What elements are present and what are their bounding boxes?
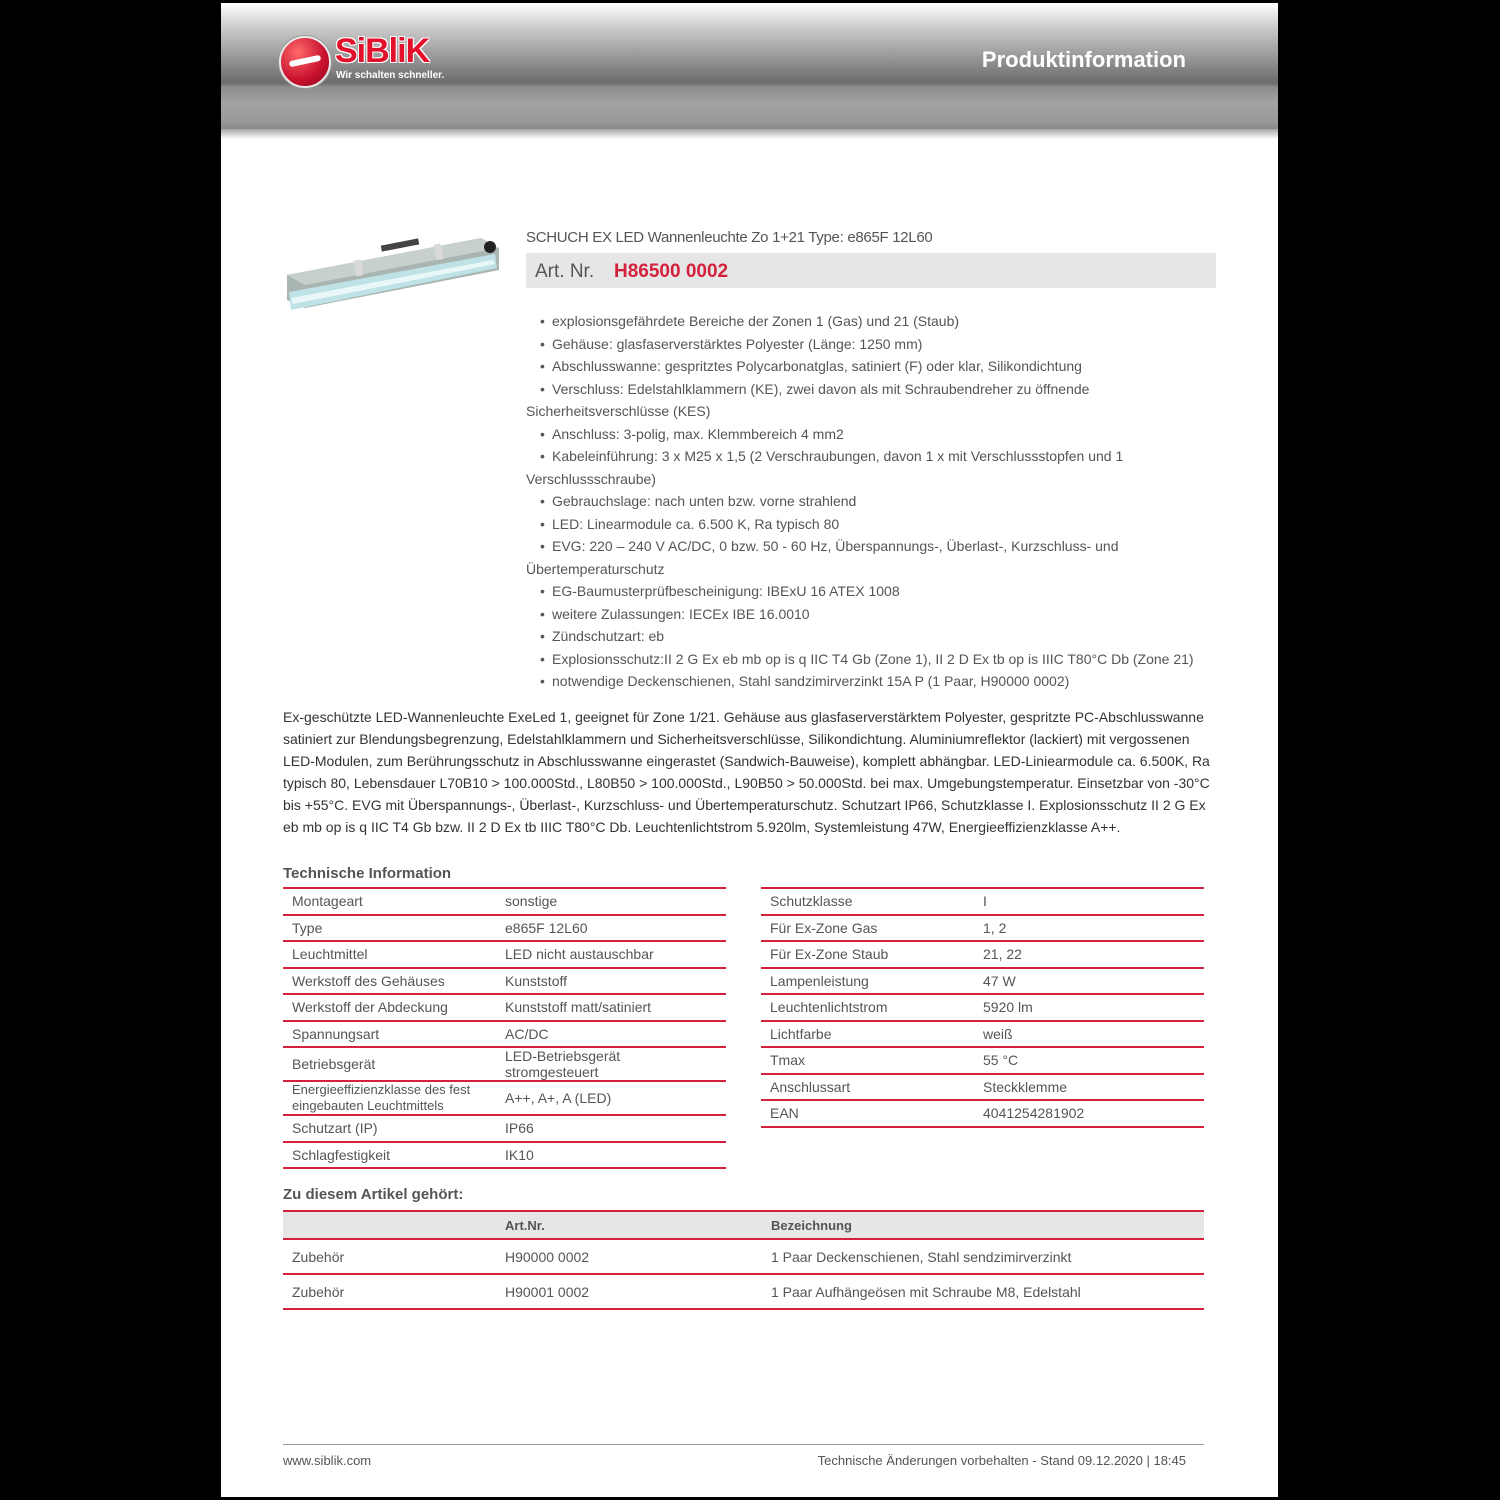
accessories-header-description: Bezeichnung <box>762 1211 1204 1239</box>
tech-value: 21, 22 <box>974 941 1204 968</box>
tech-value: 5920 lm <box>974 994 1204 1021</box>
feature-item: • LED: Linearmodule ca. 6.500 K, Ra typisch 80 <box>526 513 1216 536</box>
tech-row <box>283 994 726 1021</box>
tech-row <box>283 1047 726 1081</box>
tech-key: Betriebsgerät <box>283 1047 496 1081</box>
header-banner <box>221 3 1278 129</box>
product-image <box>285 230 503 322</box>
tech-row <box>761 968 1204 995</box>
product-description: Ex-geschützte LED-Wannenleuchte ExeLed 1, geeignet für Zone 1/21. Gehäuse aus glasfaserverstärktem Polyester, gespritzte PC-Abschlusswanne satiniert zur Blendungsbegrenzung, Edelstahlklammern und Sicherheitsverschlüsse, Silikondichtung. Aluminiumreflektor (lackiert) mit vergossenen LED-Modulen, zum Berührungsschutz in Abschlusswanne eingerastet (Sandwich-Bauweise), komplett abhängbar. LED-Liniearmodule ca. 6.500K, Ra typisch 80, Lebensdauer L70B10 > 100.000Std., L80B50 > 100.000Std., L90B50 > 50.000Std. bei max. Umgebungstemperatur. Einsetzbar von -30°C bis +55°C. EVG mit Überspannungs-, Überlast-, Kurzschluss- und Übertemperaturschutz. Schutzart IP66, Schutzklasse I. Explosionsschutz II 2 G Ex eb mb op is q IIC T4 Gb bzw. II 2 D Ex tb IIIC T80°C Db. Leuchtenlichtstrom 5.920lm, Systemleistung 47W, Energieeffizienzklasse A++. <box>283 709 1210 835</box>
tech-value: I <box>974 888 1204 915</box>
tech-row <box>761 1074 1204 1101</box>
tech-value: sonstige <box>496 888 726 915</box>
tech-row <box>761 1047 1204 1074</box>
accessories-table <box>283 1210 1204 1310</box>
tech-row <box>283 968 726 995</box>
tech-row <box>283 941 726 968</box>
tech-key: Spannungsart <box>283 1021 496 1048</box>
tech-row <box>761 915 1204 942</box>
footer-note: Technische Änderungen vorbehalten - Stand 09.12.2020 | 18:45 <box>817 1453 1186 1468</box>
accessories-title: Zu diesem Artikel gehört: <box>283 1186 464 1203</box>
tech-key: Schlagfestigkeit <box>283 1142 496 1169</box>
feature-item: • Explosionsschutz:II 2 G Ex eb mb op is q IIC T4 Gb (Zone 1), II 2 D Ex tb op is IIIC T80°C Db (Zone 21) <box>526 648 1216 671</box>
tech-value: AC/DC <box>496 1021 726 1048</box>
feature-item: • explosionsgefährdete Bereiche der Zonen 1 (Gas) und 21 (Staub) <box>526 310 1216 333</box>
accessories-header-type <box>283 1211 496 1239</box>
feature-item: Verschlussschraube) <box>526 470 656 487</box>
tech-value: weiß <box>974 1021 1204 1048</box>
feature-item: • EG-Baumusterprüfbescheinigung: IBExU 16 ATEX 1008 <box>526 580 1216 603</box>
accessory-artnr: H90000 0002 <box>496 1239 762 1274</box>
article-number-label: Art. Nr. <box>535 261 595 282</box>
tech-value: 47 W <box>974 968 1204 995</box>
feature-item: • Kabeleinführung: 3 x M25 x 1,5 (2 Verschraubungen, davon 1 x mit Verschlussstopfen und 1 <box>526 445 1216 468</box>
accessory-type: Zubehör <box>283 1239 496 1274</box>
tech-row <box>283 1081 726 1115</box>
feature-item: • Gehäuse: glasfaserverstärktes Polyester (Länge: 1250 mm) <box>526 333 1216 356</box>
accessories-header-artnr: Art.Nr. <box>496 1211 762 1239</box>
tech-value: Kunststoff <box>496 968 726 995</box>
footer-website[interactable]: www.siblik.com <box>283 1453 372 1468</box>
tech-key: Für Ex-Zone Gas <box>761 915 974 942</box>
feature-item: • EVG: 220 – 240 V AC/DC, 0 bzw. 50 - 60 Hz, Überspannungs-, Überlast-, Kurzschluss- und <box>526 535 1216 558</box>
tech-row <box>283 888 726 915</box>
tech-value: 4041254281902 <box>974 1100 1204 1127</box>
feature-item: Sicherheitsverschlüsse (KES) <box>526 403 711 419</box>
tech-table-left <box>283 887 726 1169</box>
feature-item: • Zündschutzart: eb <box>526 625 1216 648</box>
product-title: SCHUCH EX LED Wannenleuchte Zo 1+21 Type: e865F 12L60 <box>526 229 933 246</box>
tech-key: EAN <box>761 1100 974 1127</box>
accessory-artnr: H90001 0002 <box>496 1274 762 1309</box>
page-title: Produktinformation <box>981 47 1186 72</box>
tech-key: Anschlussart <box>761 1074 974 1101</box>
tech-info-title: Technische Information <box>283 865 452 882</box>
tech-value: A++, A+, A (LED) <box>496 1081 726 1115</box>
tech-key: Lampenleistung <box>761 968 974 995</box>
header-shadow <box>221 129 1278 139</box>
product-sheet-page <box>221 3 1278 1497</box>
tech-row <box>761 1100 1204 1127</box>
tech-value: Kunststoff matt/satiniert <box>496 994 726 1021</box>
feature-item: • Anschluss: 3-polig, max. Klemmbereich 4 mm2 <box>526 423 1216 446</box>
tech-row <box>761 888 1204 915</box>
tech-row <box>761 941 1204 968</box>
tech-key: Leuchtmittel <box>283 941 496 968</box>
tech-key: Für Ex-Zone Staub <box>761 941 974 968</box>
feature-item: • weitere Zulassungen: IECEx IBE 16.0010 <box>526 603 1216 626</box>
tech-row <box>761 1021 1204 1048</box>
tech-value: IK10 <box>496 1142 726 1169</box>
accessory-description: 1 Paar Deckenschienen, Stahl sendzimirverzinkt <box>762 1239 1204 1274</box>
feature-item: • Gebrauchslage: nach unten bzw. vorne strahlend <box>526 490 1216 513</box>
feature-item: • notwendige Deckenschienen, Stahl sandzimirverzinkt 15A P (1 Paar, H90000 0002) <box>526 670 1216 693</box>
tech-row <box>283 915 726 942</box>
tech-key: Werkstoff des Gehäuses <box>283 968 496 995</box>
accessory-type: Zubehör <box>283 1274 496 1309</box>
tech-key: Tmax <box>761 1047 974 1074</box>
tech-value: IP66 <box>496 1115 726 1142</box>
article-number-bar <box>526 253 1216 288</box>
logo-text: SiBliK <box>335 32 430 70</box>
tech-key: Montageart <box>283 888 496 915</box>
tech-row <box>283 1115 726 1142</box>
siblik-logo-icon <box>279 36 331 88</box>
tech-key: Werkstoff der Abdeckung <box>283 994 496 1021</box>
tech-value: Steckklemme <box>974 1074 1204 1101</box>
footer-divider <box>283 1444 1204 1445</box>
tech-value: 55 °C <box>974 1047 1204 1074</box>
tech-key: Energieeffizienzklasse des fest eingebauten Leuchtmittels <box>283 1081 496 1115</box>
tech-key: Leuchtenlichtstrom <box>761 994 974 1021</box>
tech-row <box>283 1142 726 1169</box>
accessory-row <box>283 1274 1204 1309</box>
tech-value: 1, 2 <box>974 915 1204 942</box>
feature-item: • Abschlusswanne: gespritztes Polycarbonatglas, satiniert (F) oder klar, Silikondichtung <box>526 355 1216 378</box>
accessory-description: 1 Paar Aufhängeösen mit Schraube M8, Edelstahl <box>762 1274 1204 1309</box>
feature-list <box>526 310 1216 693</box>
feature-item: • Verschluss: Edelstahlklammern (KE), zwei davon als mit Schraubendreher zu öffnende <box>526 378 1216 401</box>
tech-key: Lichtfarbe <box>761 1021 974 1048</box>
tech-key: Type <box>283 915 496 942</box>
tech-value: e865F 12L60 <box>496 915 726 942</box>
accessory-row <box>283 1239 1204 1274</box>
tech-table-right <box>761 887 1204 1128</box>
tech-key: Schutzart (IP) <box>283 1115 496 1142</box>
tech-row <box>761 994 1204 1021</box>
tech-value: LED nicht austauschbar <box>496 941 726 968</box>
feature-item: Übertemperaturschutz <box>526 560 665 577</box>
logo-tagline: Wir schalten schneller. <box>336 70 445 81</box>
accessories-header-row <box>283 1211 1204 1239</box>
tech-row <box>283 1021 726 1048</box>
tech-value: LED-Betriebsgerät stromgesteuert <box>496 1047 726 1081</box>
tech-key: Schutzklasse <box>761 888 974 915</box>
article-number-value: H86500 0002 <box>614 261 729 282</box>
